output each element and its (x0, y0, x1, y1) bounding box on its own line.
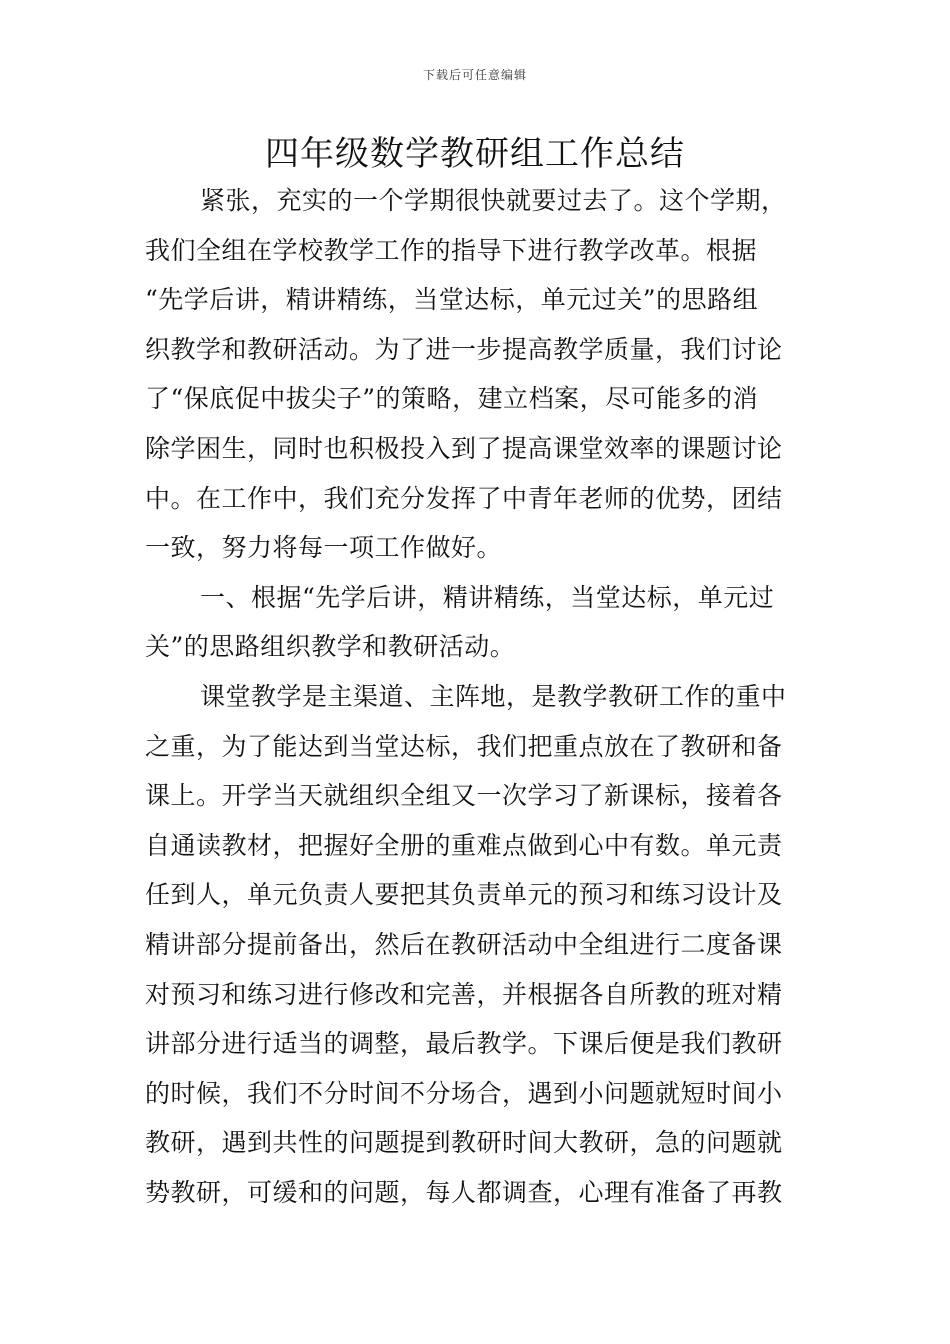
body-line: 对预习和练习进行修改和完善，并根据各自所教的班对精 (145, 979, 783, 1009)
body-line: 任到人，单元负责人要把其负责单元的预习和练习设计及 (145, 880, 783, 910)
header-note: 下载后可任意编辑 (422, 68, 527, 82)
body-line: 讲部分进行适当的调整，最后教学。下课后便是我们教研 (145, 1029, 783, 1059)
body-line: 关”的思路组织教学和教研活动。 (145, 632, 516, 662)
body-line: 课上。开学当天就组织全组又一次学习了新课标，接着各 (145, 781, 783, 811)
body-line: 了“保底促中拔尖子”的策略，建立档案，尽可能多的消 (145, 384, 759, 414)
body-line: 精讲部分提前备出，然后在教研活动中全组进行二度备课 (145, 929, 783, 959)
body-line: 一致，努力将每一项工作做好。 (145, 533, 503, 563)
body-line: 之重，为了能达到当堂达标，我们把重点放在了教研和备 (145, 731, 783, 761)
document-title: 四年级数学教研组工作总结 (265, 134, 685, 174)
body-line: 除学困生，同时也积极投入到了提高课堂效率的课题讨论 (145, 433, 783, 463)
body-line: 织教学和教研活动。为了进一步提高教学质量，我们讨论 (145, 334, 783, 364)
body-line: 教研，遇到共性的问题提到教研时间大教研，急的问题就 (145, 1128, 783, 1158)
body-line: 自通读教材，把握好全册的重难点做到心中有数。单元责 (145, 830, 783, 860)
body-line: 的时候，我们不分时间不分场合，遇到小问题就短时间小 (145, 1078, 783, 1108)
document-body (145, 176, 805, 1217)
body-line: 中。在工作中，我们充分发挥了中青年老师的优势，团结 (145, 483, 783, 513)
body-line: 势教研，可缓和的问题，每人都调查，心理有准备了再教 (145, 1177, 783, 1207)
body-line: 一、根据“先学后讲，精讲精练，当堂达标，单元过 (200, 582, 775, 612)
body-line: 我们全组在学校教学工作的指导下进行教学改革。根据 (145, 235, 758, 265)
body-line: “先学后讲，精讲精练，当堂达标，单元过关”的思路组 (145, 285, 759, 315)
body-line: 课堂教学是主渠道、主阵地，是教学教研工作的重中 (200, 681, 787, 711)
body-line: 紧张，充实的一个学期很快就要过去了。这个学期， (200, 186, 787, 215)
